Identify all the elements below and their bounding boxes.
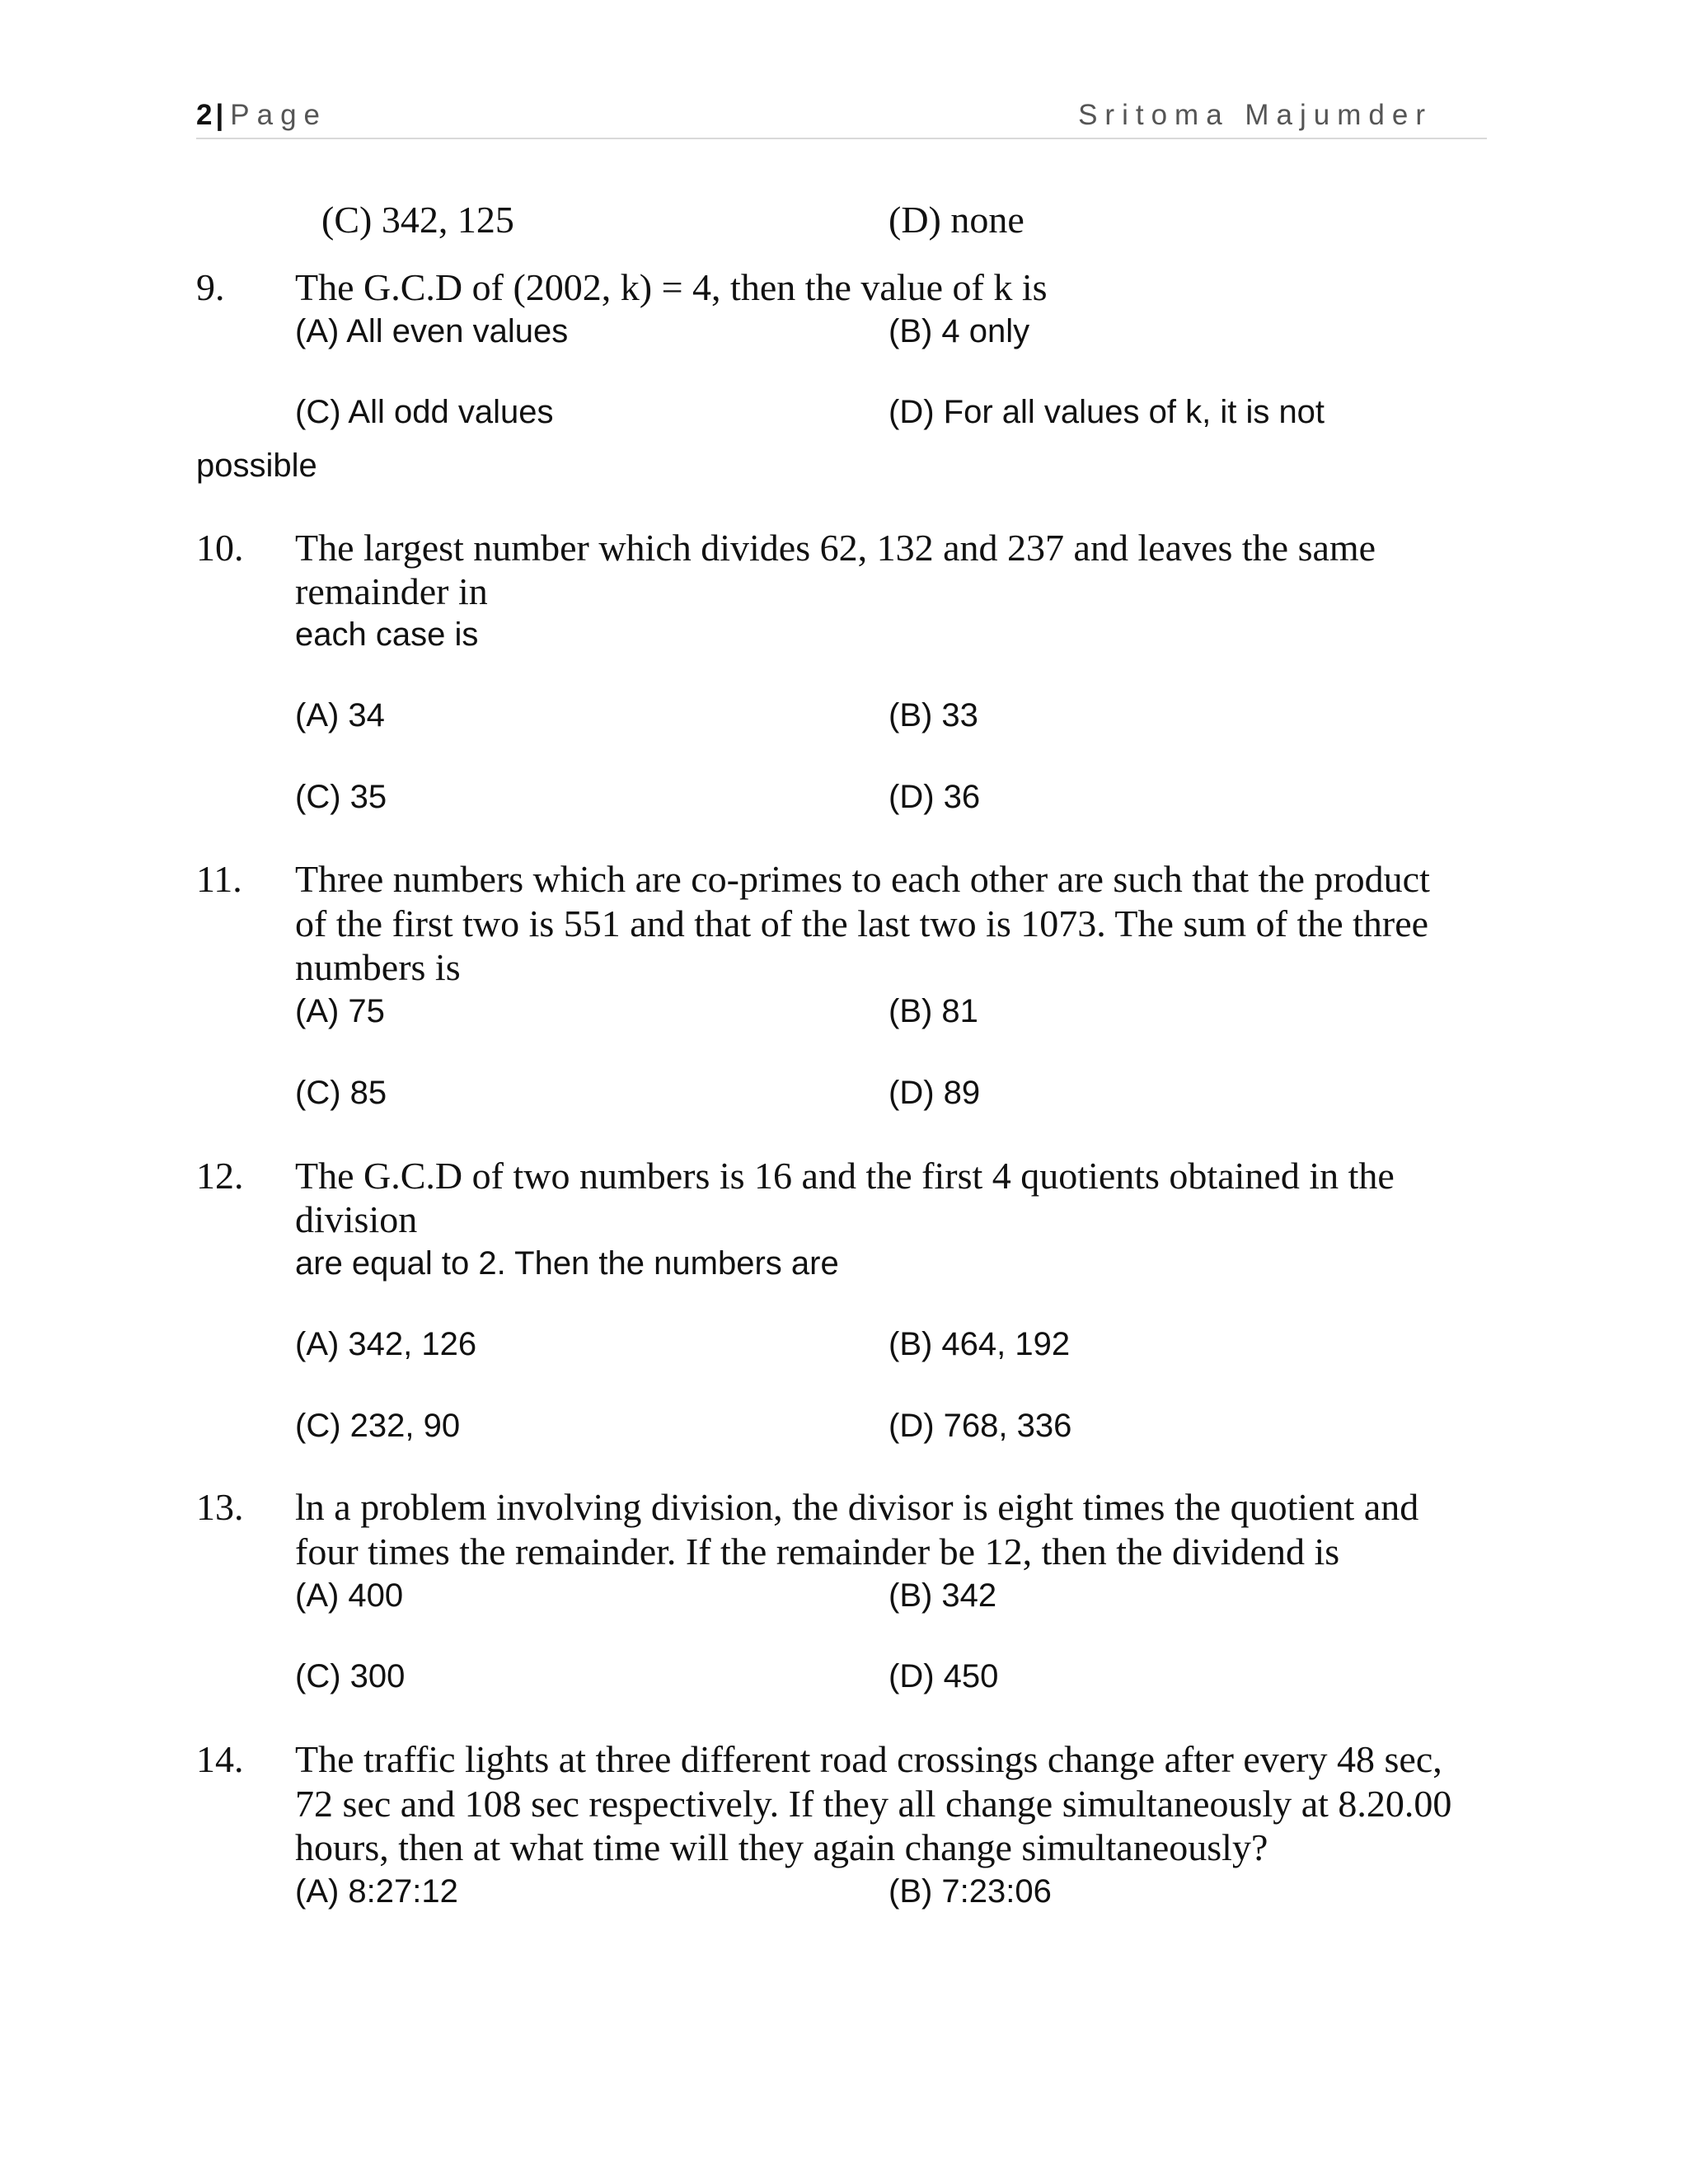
option-d: (D) For all values of k, it is not	[889, 394, 1325, 430]
option-d: (D) 36	[889, 779, 981, 815]
option-b: (B) 7:23:06	[889, 1873, 1052, 1910]
option-b: (B) 33	[889, 697, 978, 733]
question-text-line-1: The traffic lights at three different road crossings change after every 48 sec,	[295, 1738, 1442, 1780]
header-rule	[196, 138, 1487, 139]
page-label: Page	[230, 99, 328, 131]
option-a: (A) 8:27:12	[295, 1873, 458, 1910]
option-c: (C) 300	[295, 1658, 406, 1694]
option-a: (A) 34	[295, 697, 385, 733]
question-text: The G.C.D of (2002, k) = 4, then the value of k is	[295, 266, 1048, 308]
question-text-line-3: hours, then at what time will they again change simultaneously?	[295, 1826, 1268, 1868]
option-a: (A) 342, 126	[295, 1326, 477, 1362]
option-b: (B) 342	[889, 1577, 997, 1614]
question-text-line-2: 72 sec and 108 sec respectively. If they all change simultaneously at 8.20.00	[295, 1783, 1452, 1825]
question-number: 13.	[196, 1486, 244, 1528]
question-text-line-1: Three numbers which are co-primes to each other are such that the product	[295, 858, 1430, 900]
question-text-line-3: are equal to 2. Then the numbers are	[295, 1245, 839, 1282]
header-separator: |	[215, 99, 224, 131]
question-text-line-3: each case is	[295, 616, 479, 653]
question-text-line-2: four times the remainder. If the remainder be 12, then the dividend is	[295, 1530, 1340, 1572]
author-name: Sritoma Majumder	[1078, 99, 1432, 131]
question-text-line-3: numbers is	[295, 946, 461, 988]
question-number: 10.	[196, 527, 244, 569]
option-b: (B) 464, 192	[889, 1326, 1071, 1362]
question-text-line-1: The G.C.D of two numbers is 16 and the first 4 quotients obtained in the	[295, 1155, 1395, 1197]
option-d: (D) 89	[889, 1075, 981, 1111]
question-number: 11.	[196, 858, 242, 900]
question-text-line-1: The largest number which divides 62, 132 and 237 and leaves the same	[295, 527, 1376, 569]
option-d: (D) 450	[889, 1658, 999, 1694]
page-header-left	[196, 99, 327, 132]
option-c: (C) All odd values	[295, 394, 554, 430]
carryover-option-c: (C) 342, 125	[321, 199, 514, 241]
option-a: (A) 400	[295, 1577, 404, 1614]
question-text-line-2: division	[295, 1198, 418, 1240]
question-number: 12.	[196, 1155, 244, 1197]
question-text-line-2: of the first two is 551 and that of the last two is 1073. The sum of the three	[295, 902, 1429, 944]
option-b: (B) 81	[889, 993, 978, 1029]
carryover-option-d: (D) none	[889, 199, 1025, 241]
option-c: (C) 85	[295, 1075, 387, 1111]
question-number: 14.	[196, 1738, 244, 1780]
question-number: 9.	[196, 266, 225, 308]
option-d: (D) 768, 336	[889, 1408, 1072, 1444]
option-a: (A) All even values	[295, 313, 569, 349]
option-c: (C) 232, 90	[295, 1408, 461, 1444]
question-text-line-2: remainder in	[295, 570, 488, 612]
question-text-line-1: ln a problem involving division, the divisor is eight times the quotient and	[295, 1486, 1419, 1528]
option-a: (A) 75	[295, 993, 385, 1029]
option-c: (C) 35	[295, 779, 387, 815]
option-b: (B) 4 only	[889, 313, 1030, 349]
option-d-overflow: possible	[196, 448, 317, 484]
page-number: 2	[196, 99, 213, 131]
